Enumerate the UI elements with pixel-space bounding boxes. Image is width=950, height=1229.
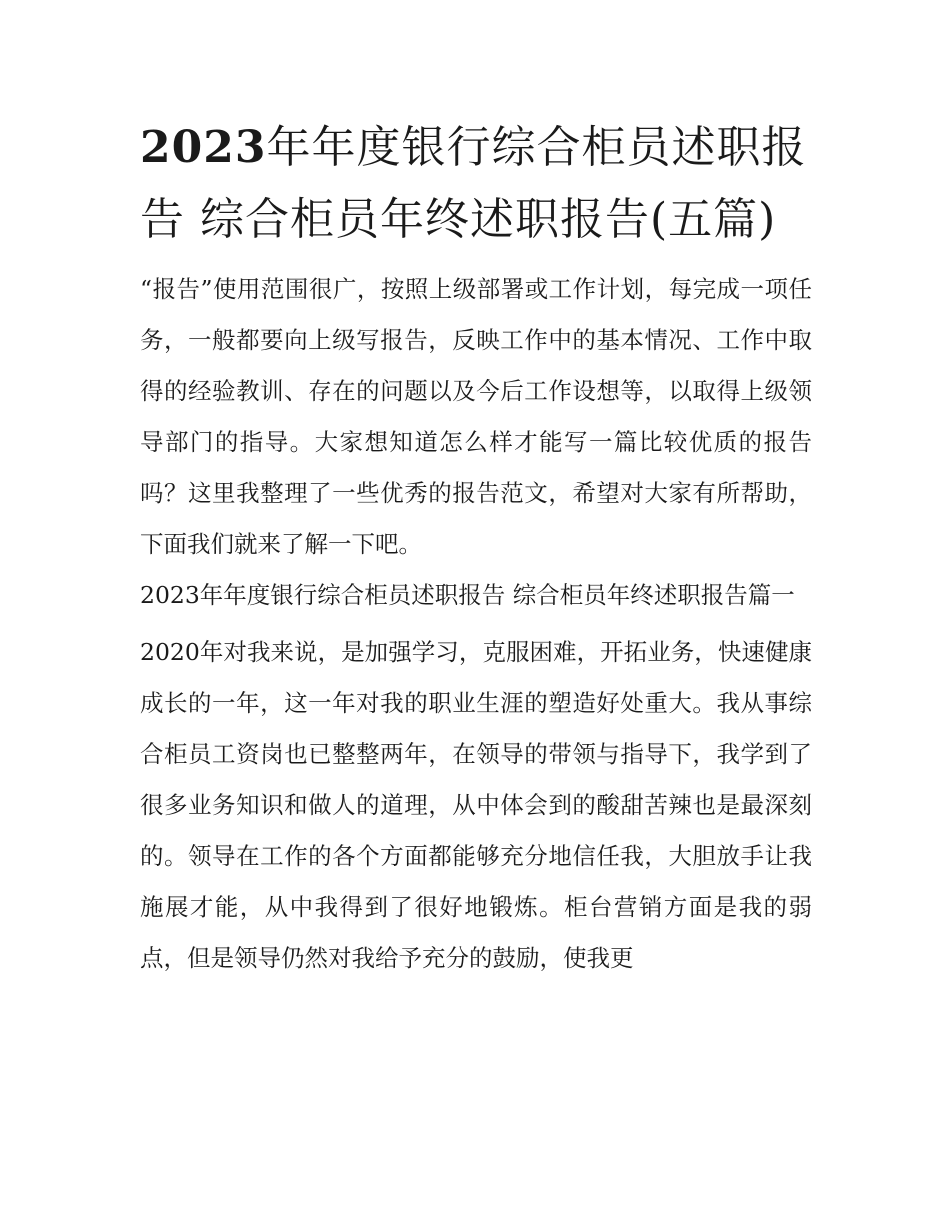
title-year: 2023	[140, 122, 267, 173]
section-heading: 2023年年度银行综合柜员述职报告 综合柜员年终述职报告篇一	[140, 581, 795, 609]
intro-paragraph: “报告”使用范围很广，按照上级部署或工作计划，每完成一项任务，一般都要向上级写报告，反映工作中的基本情况、工作中取得的经验教训、存在的问题以及今后工作设想等，以取得上级领导部门的指导。大家想知道怎么样才能写一篇比较优质的报告吗？这里我整理了一些优秀的报告范文，希望对大家有所帮助，下面我们就来了解一下吧。	[140, 275, 812, 558]
document-page	[140, 112, 812, 984]
body-paragraph: 2020年对我来说，是加强学习，克服困难，开拓业务，快速健康成长的一年，这一年对我的职业生涯的塑造好处重大。我从事综合柜员工资岗也已整整两年，在领导的带领与指导下，我学到了很多业务知识和做人的道理，从中体会到的酸甜苦辣也是最深刻的。领导在工作的各个方面都能够充分地信任我，大胆放手让我施展才能，从中我得到了很好地锻炼。柜台营销方面是我的弱点，但是领导仍然对我给予充分的鼓励，使我更	[140, 638, 812, 972]
title-text: 年年度银行综合柜员述职报告 综合柜员年终述职报告(五篇)	[140, 122, 807, 245]
document-title	[140, 112, 812, 256]
